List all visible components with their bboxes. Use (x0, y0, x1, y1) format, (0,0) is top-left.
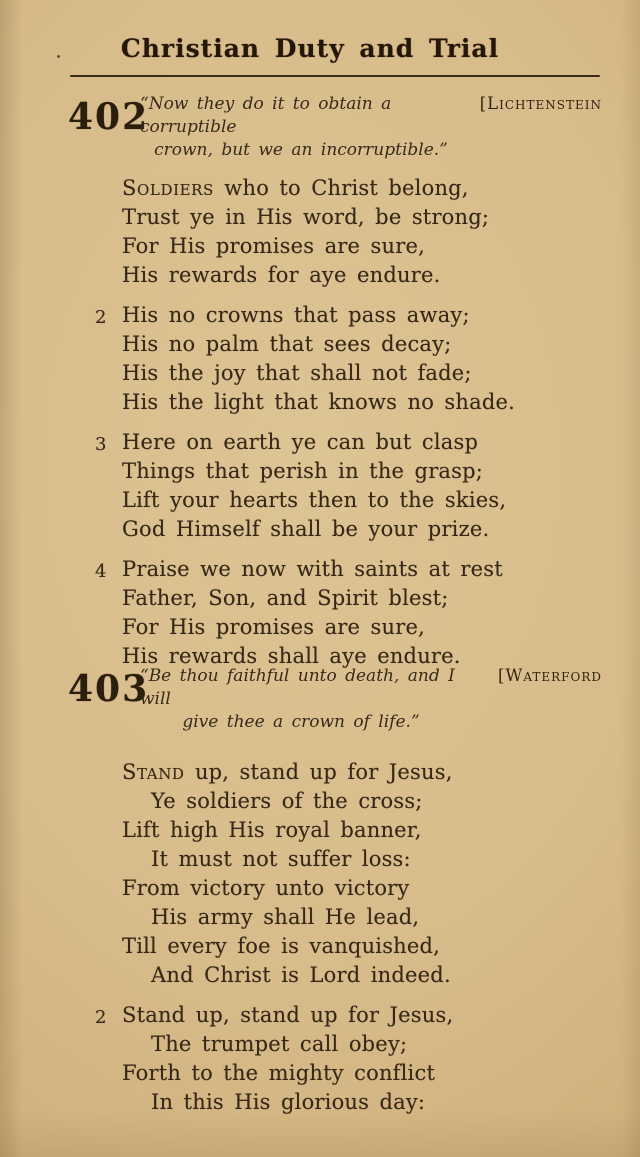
verse-line: For His promises are sure, (122, 615, 425, 639)
stanza (122, 174, 602, 290)
epigraph-line2: give thee a crown of life.” (182, 712, 420, 732)
verse-line: Till every foe is vanquished, (122, 934, 441, 958)
hymn-403-heading (68, 664, 602, 734)
verse-line: Lift your hearts then to the skies, (122, 488, 507, 512)
hymn-epigraph (132, 92, 602, 162)
verse-line: Forth to the mighty conflict (122, 1061, 436, 1085)
verse-line: For His promises are sure, (122, 234, 425, 258)
stanza-number: 2 (95, 307, 107, 328)
hymn-403-stanzas (95, 758, 602, 1117)
hymn-402-stanzas (95, 174, 602, 671)
verse-line: His the light that knows no shade. (122, 390, 515, 414)
verse-line: In this His glorious day: (151, 1090, 426, 1114)
verse-line: Ye soldiers of the cross; (151, 789, 423, 813)
verse-line: Praise we now with saints at rest (122, 557, 503, 581)
epigraph-line2: crown, but we an incorruptible.” (154, 140, 448, 160)
tune-name: [Lichtenstein (479, 94, 602, 113)
verse-line: His army shall He lead, (151, 905, 420, 929)
hymn-402-heading (68, 92, 602, 162)
verse-line: Things that perish in the grasp; (122, 459, 484, 483)
hymn-402-section (68, 92, 602, 682)
header-divider-rule (70, 75, 600, 77)
stanza (95, 301, 602, 417)
verse-line: His no crowns that pass away; (122, 303, 470, 327)
verse-line (122, 174, 602, 203)
verse-line: His rewards shall aye endure. (122, 644, 461, 668)
epigraph-line1: “Be thou faithful unto death, and I will (140, 666, 455, 709)
stanza (95, 555, 602, 671)
verse-line: Here on earth ye can but clasp (122, 430, 479, 454)
verse-line: And Christ is Lord indeed. (151, 963, 451, 987)
verse-line: God Himself shall be your prize. (122, 517, 490, 541)
stanza-number: 4 (95, 561, 107, 582)
verse-line-rest: up, stand up for Jesus, (184, 760, 453, 784)
verse-line: Trust ye in His word, be strong; (122, 205, 490, 229)
verse-line: The trumpet call obey; (151, 1032, 408, 1056)
verse-line: It must not suffer loss: (151, 847, 411, 871)
verse-line: His the joy that shall not fade; (122, 361, 472, 385)
lead-word: Soldiers (122, 176, 214, 200)
stanza (95, 428, 602, 544)
hymn-number: 403 (68, 668, 150, 710)
verse-line (122, 758, 602, 787)
verse-line: His no palm that sees decay; (122, 332, 452, 356)
stanza-number: 2 (95, 1007, 107, 1028)
tune-name: [Waterford (497, 666, 602, 685)
hymn-403-section (68, 664, 602, 1128)
stanza (95, 1001, 602, 1117)
epigraph-row (140, 664, 602, 711)
verse-line: Father, Son, and Spirit blest; (122, 586, 449, 610)
page-title: Christian Duty and Trial (120, 34, 500, 63)
verse-line: His rewards for aye endure. (122, 263, 441, 287)
epigraph-row (140, 92, 602, 139)
verse-line: Stand up, stand up for Jesus, (122, 1003, 454, 1027)
verse-line-rest: who to Christ belong, (213, 176, 469, 200)
epigraph-line1: “Now they do it to obtain a corruptible (140, 94, 392, 137)
hymn-number: 402 (68, 96, 150, 138)
hymn-epigraph (132, 664, 602, 734)
verse-line: Lift high His royal banner, (122, 818, 422, 842)
verse-line: From victory unto victory (122, 876, 410, 900)
stanza (122, 758, 602, 990)
lead-word: Stand (122, 760, 185, 784)
stanza-number: 3 (95, 434, 107, 455)
